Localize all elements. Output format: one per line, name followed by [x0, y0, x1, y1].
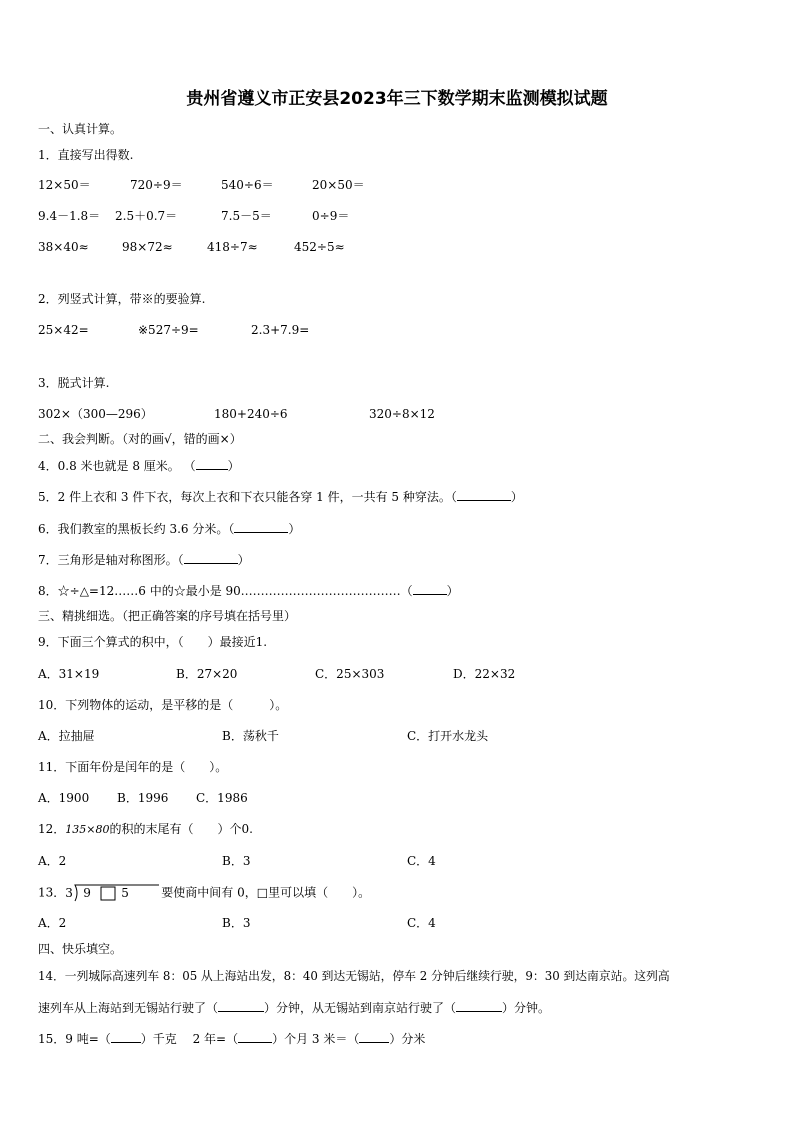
section-2-heading: 二、我会判断。（对的画√，错的画×） — [38, 432, 242, 446]
calc-2-1: 9.4－1.8＝ — [38, 209, 101, 223]
calc-2-3: 7.5－5＝ — [221, 209, 272, 223]
q13-option-b[interactable]: B．3 — [222, 916, 251, 930]
question-1: 1．直接写出得数. — [38, 148, 134, 162]
q12-expression: 135×80 — [65, 823, 110, 836]
q11-option-a[interactable]: A．1900 — [38, 791, 90, 805]
question-6: 6．我们教室的黑板长约 3.6 分米。（ ） — [38, 522, 301, 536]
answer-blank[interactable] — [359, 1030, 389, 1043]
calc-1-3: 540÷6＝ — [221, 178, 274, 192]
q9-option-c[interactable]: C．25×303 — [315, 667, 385, 681]
answer-blank[interactable] — [457, 488, 511, 501]
answer-blank[interactable] — [111, 1030, 141, 1043]
question-14-cont: 速列车从上海站到无锡站行驶了（ ）分钟，从无锡站到南京站行驶了（ ）分钟。 — [38, 1001, 551, 1015]
question-10: 10．下列物体的运动，是平移的是（ ）。 — [38, 698, 288, 712]
section-3-heading: 三、精挑细选。（把正确答案的序号填在括号里） — [38, 609, 297, 623]
calc-3-3: 418÷7≈ — [207, 240, 258, 254]
question-5: 5．2 件上衣和 3 件下衣，每次上衣和下衣只能各穿 1 件，一共有 5 种穿法。（ ） — [38, 490, 523, 504]
q9-option-a[interactable]: A．31×19 — [38, 667, 100, 681]
answer-blank[interactable] — [234, 520, 288, 533]
question-11: 11．下面年份是闰年的是（ ）。 — [38, 760, 228, 774]
vertical-calc-3: 2.3+7.9= — [251, 323, 310, 337]
calc-1-2: 720÷9＝ — [130, 178, 183, 192]
q13-option-c[interactable]: C．4 — [407, 916, 436, 930]
q11-option-c[interactable]: C．1986 — [196, 791, 248, 805]
question-8: 8．☆÷△=12……6 中的☆最小是 90.…………………………………（ ） — [38, 584, 459, 598]
answer-blank[interactable] — [184, 551, 238, 564]
question-2: 2．列竖式计算，带※的要验算. — [38, 292, 206, 306]
question-7: 7．三角形是轴对称图形。（ ） — [38, 553, 250, 567]
question-15: 15．9 吨=（ ）千克 2 年=（ ）个月 3 米＝（ ）分米 — [38, 1032, 426, 1046]
answer-blank[interactable] — [413, 582, 447, 595]
q10-option-a[interactable]: A．拉抽屉 — [38, 729, 95, 743]
question-9: 9．下面三个算式的积中，（ ）最接近1. — [38, 635, 268, 649]
vertical-calc-1: 25×42= — [38, 323, 89, 337]
question-14: 14．一列城际高速列车 8：05 从上海站出发，8：40 到达无锡站，停车 2 分钟后继续行驶，9：30 到达南京站。这列高 — [38, 969, 670, 983]
answer-blank[interactable] — [196, 457, 228, 470]
q12-option-a[interactable]: A．2 — [38, 854, 67, 868]
q9-option-b[interactable]: B．27×20 — [176, 667, 238, 681]
step-calc-3: 320÷8×12 — [369, 407, 435, 421]
division-bracket-icon — [65, 884, 161, 902]
step-calc-2: 180+240÷6 — [214, 407, 288, 421]
calc-3-4: 452÷5≈ — [294, 240, 345, 254]
question-3: 3．脱式计算. — [38, 376, 110, 390]
q11-option-b[interactable]: B．1996 — [117, 791, 169, 805]
calc-1-1: 12×50＝ — [38, 178, 91, 192]
calc-3-2: 98×72≈ — [122, 240, 173, 254]
section-1-heading: 一、认真计算。 — [38, 122, 123, 136]
answer-blank[interactable] — [218, 999, 264, 1012]
vertical-calc-2: ※527÷9= — [138, 323, 199, 337]
answer-blank[interactable] — [238, 1030, 272, 1043]
page-title: 贵州省遵义市正安县2023年三下数学期末监测模拟试题 — [186, 89, 608, 109]
answer-blank[interactable] — [456, 999, 502, 1012]
calc-3-1: 38×40≈ — [38, 240, 89, 254]
calc-1-4: 20×50＝ — [312, 178, 365, 192]
calc-2-4: 0÷9＝ — [312, 209, 350, 223]
calc-2-2: 2.5＋0.7＝ — [115, 209, 178, 223]
q12-option-b[interactable]: B．3 — [222, 854, 251, 868]
q12-option-c[interactable]: C．4 — [407, 854, 436, 868]
q10-option-c[interactable]: C．打开水龙头 — [407, 729, 489, 743]
q13-option-a[interactable]: A．2 — [38, 916, 67, 930]
long-division-figure: 3 9 5 — [65, 884, 161, 902]
q9-option-d[interactable]: D．22×32 — [453, 667, 516, 681]
question-12: 12．135×80的积的末尾有（ ）个0. — [38, 822, 253, 836]
step-calc-1: 302×（300—296） — [38, 407, 153, 421]
q10-option-b[interactable]: B．荡秋千 — [222, 729, 279, 743]
question-4: 4．0.8 米也就是 8 厘米。 （ ） — [38, 459, 240, 473]
question-13: 13． 3 9 5 要使商中间有 0，□里可以填（ ）。 — [38, 885, 371, 900]
section-4-heading: 四、快乐填空。 — [38, 942, 123, 956]
